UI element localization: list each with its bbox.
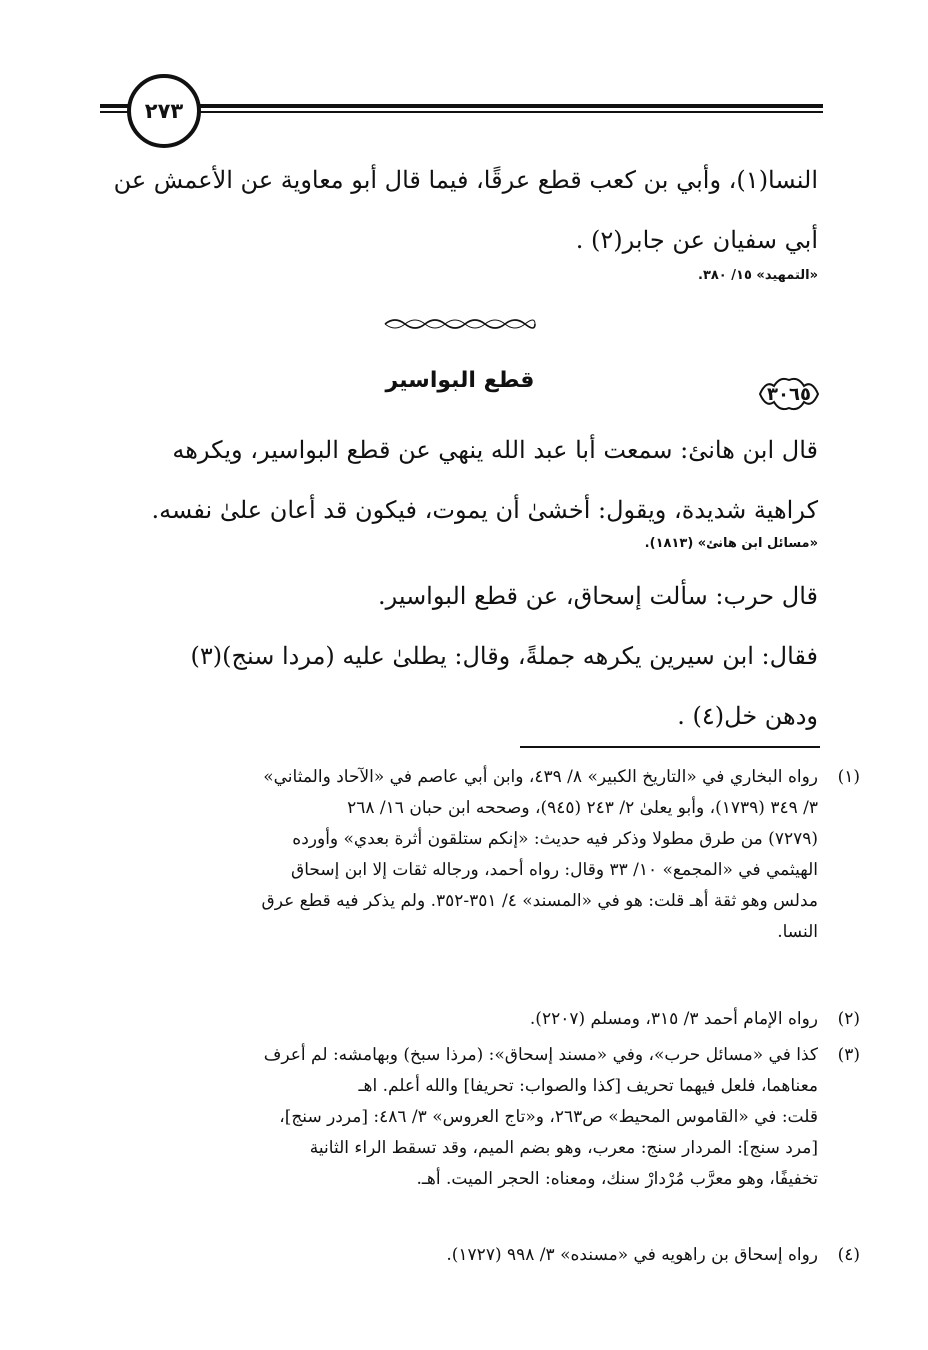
footnote-line: [مرد سنج]: المردار سنج: معرب، وهو بضم الميم، وقد تسقط الراء الثانية bbox=[309, 1138, 818, 1158]
footnote-line: تخفيفًا، وهو معرَّب مُرْدارْ سنك، ومعناه: الحجر الميت. أهـ. bbox=[416, 1169, 818, 1189]
footnote-line: قلت: في «القاموس المحيط» ص٢٦٣، و«تاج العروس» ٣/ ٤٨٦: [مردر سنج]، bbox=[279, 1107, 818, 1127]
footnote-4 bbox=[446, 1240, 860, 1271]
entry-paragraph-1 bbox=[151, 420, 818, 540]
footnote-number: (٤) bbox=[837, 1245, 860, 1265]
page-number bbox=[127, 74, 201, 148]
footnote-2 bbox=[529, 1004, 860, 1035]
footnote-separator bbox=[520, 746, 820, 748]
entry-paragraph-2 bbox=[191, 566, 818, 746]
entry-p2-line-2: فقال: ابن سيرين يكرهه جملةً، وقال: يطلىٰ عليه (مردا سنج)(٣) bbox=[190, 642, 818, 670]
footnote-line: رواه إسحاق بن راهويه في «مسنده» ٣/ ٩٩٨ (١٧٢٧). bbox=[446, 1245, 818, 1265]
footnote-3 bbox=[263, 1040, 860, 1195]
footnote-1 bbox=[261, 762, 860, 948]
footnote-number: (١) bbox=[837, 767, 860, 787]
continuation-line-1: النسا(١)، وأبي بن كعب قطع عرقًا، فيما قال أبو معاوية عن الأعمش عن bbox=[113, 166, 818, 194]
entry-p2-line-3: ودهن خل(٤) . bbox=[677, 702, 818, 730]
entry-p1-source: «مسائل ابن هانئ» (١٨١٣). bbox=[644, 536, 818, 551]
continuation-source: «التمهيد» ١٥/ ٣٨٠. bbox=[697, 268, 818, 283]
ornament-divider bbox=[380, 316, 540, 332]
header-rule-thick bbox=[100, 104, 823, 108]
entry-p1-line-1: قال ابن هانئ: سمعت أبا عبد الله ينهي عن قطع البواسير، ويكرهه bbox=[172, 436, 818, 464]
footnote-line: مدلس وهو ثقة أهـ قلت: هو في «المسند» ٤/ ٣٥١-٣٥٢. ولم يذكر فيه قطع عرق bbox=[261, 891, 818, 911]
footnote-line: ٣/ ٣٤٩ (١٧٣٩)، وأبو يعلىٰ ٢/ ٢٤٣ (٩٤٥)، وصححه ابن حبان ١٦/ ٢٦٨ bbox=[347, 798, 818, 818]
page-number-text: ٢٧٣ bbox=[144, 99, 184, 123]
footnote-line: (٧٢٧٩) من طرق مطولا وذكر فيه حديث: «إنكم ستلقون أثرة بعدي» وأورده bbox=[292, 829, 818, 849]
footnote-line: معناهما، فلعل فيهما تحريف [كذا والصواب: تحريفا] والله أعلم. اهـ bbox=[358, 1076, 818, 1096]
footnote-line: كذا في «مسائل حرب»، وفي «مسند إسحاق»: (مرذا سبخ) وبهامشه: لم أعرف bbox=[263, 1045, 818, 1065]
continuation-line-2: أبي سفيان عن جابر(٢) . bbox=[575, 226, 818, 254]
header-rule-thin bbox=[100, 111, 823, 113]
footnote-number: (٢) bbox=[837, 1009, 860, 1029]
section-title: قطع البواسير bbox=[385, 368, 535, 393]
footnote-number: (٣) bbox=[837, 1045, 860, 1065]
footnote-line: رواه البخاري في «التاريخ الكبير» ٨/ ٤٣٩، وابن أبي عاصم في «الآحاد والمثاني» bbox=[263, 767, 818, 787]
entry-p2-line-1: قال حرب: سألت إسحاق، عن قطع البواسير. bbox=[377, 582, 818, 610]
footnote-line: النسا. bbox=[777, 922, 818, 942]
entry-p1-line-2: كراهية شديدة، ويقول: أخشىٰ أن يموت، فيكون قد أعان علىٰ نفسه. bbox=[151, 496, 818, 524]
entry-number: ٣٠٦٥ bbox=[767, 383, 811, 405]
entry-number-badge bbox=[756, 374, 822, 414]
footnote-line: رواه الإمام أحمد ٣/ ٣١٥، ومسلم (٢٢٠٧). bbox=[529, 1009, 818, 1029]
header-rule bbox=[100, 92, 823, 122]
footnote-line: الهيثمي في «المجمع» ١٠/ ٣٣ وقال: رواه أحمد، ورجاله ثقات إلا ابن إسحاق bbox=[291, 860, 818, 880]
continuation-paragraph bbox=[114, 150, 818, 270]
